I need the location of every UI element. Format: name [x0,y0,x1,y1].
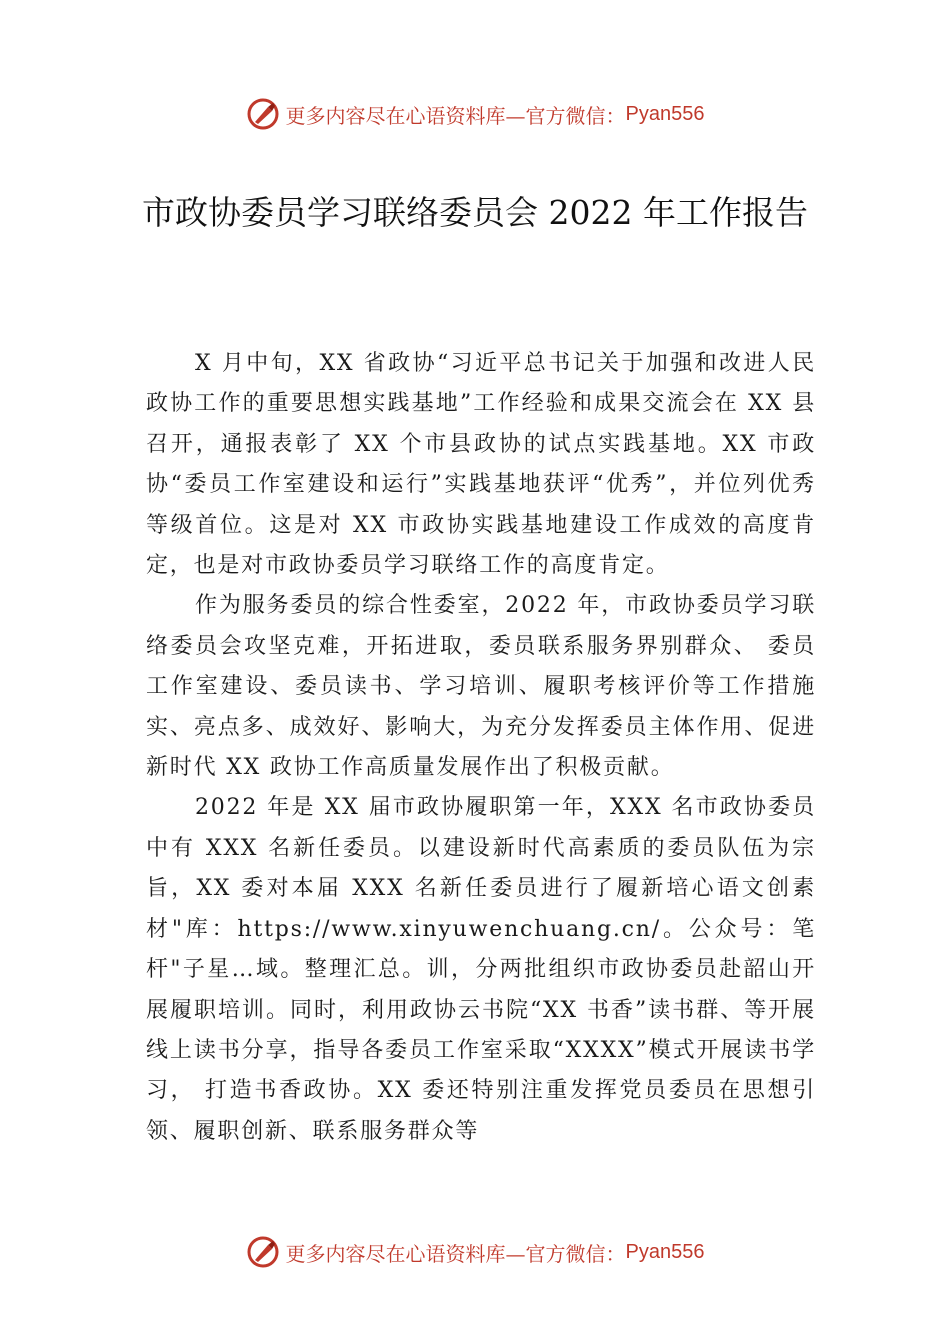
document-title: 市政协委员学习联络委员会 2022 年工作报告 [142,193,808,232]
banner-text: 更多内容尽在心语资料库—官方微信： [285,103,626,128]
body-paragraph: 2022 年是 XX 届市政协履职第一年，XXX 名市政协委员中有 XXX 名新任委员。以建设新时代高素质的委员队伍为宗旨，XX 委对本届 XXX 名新任委员进行了履新培心语文创素材"库：https://www.xinyuwenchuang.cn/。公众号：笔杆"子星…域。整理汇总。训，分两批组织市政协委员赴韶山开展履职培训。同时，利用政协云书院“XX 书香”读书群、等开展线上读书分享，指导各委员工作室采取“XXXX”模式开展读书学习， 打造书香政协。XX 委还特别注重发挥党员委员在思想引领、履职创新、联系服务群众等 [146,795,816,1144]
banner-wechat-id: Pyan556 [625,102,705,125]
body-paragraph: 作为服务委员的综合性委室，2022 年，市政协委员学习联络委员会攻坚克难，开拓进取，委员联系服务界别群众、 委员工作室建设、委员读书、学习培训、履职考核评价等工作措施实、亮点多、成效好、影响大，为充分发挥委员主体作用、促进新时代 XX 政协工作高质量发展作出了积极贡献。 [146,593,816,781]
body-paragraph: X 月中旬，XX 省政协“习近平总书记关于加强和改进人民政协工作的重要思想实践基地”工作经验和成果交流会在 XX 县召开，通报表彰了 XX 个市县政协的试点实践基地。XX 市政协“委员工作室建设和运行”实践基地获评“优秀”，并位列优秀等级首位。这是对 XX 市政协实践基地建设工作成效的高度肯定，也是对市政协委员学习联络工作的高度肯定。 [146,351,816,579]
document-body [146,344,816,1152]
pen-nib-logo-icon [246,97,280,131]
banner-text: 更多内容尽在心语资料库—官方微信： [285,1241,626,1266]
footer-watermark-banner [0,1232,950,1272]
pen-nib-logo-icon [246,1235,280,1269]
banner-wechat-id: Pyan556 [625,1240,705,1263]
header-watermark-banner [0,94,950,134]
